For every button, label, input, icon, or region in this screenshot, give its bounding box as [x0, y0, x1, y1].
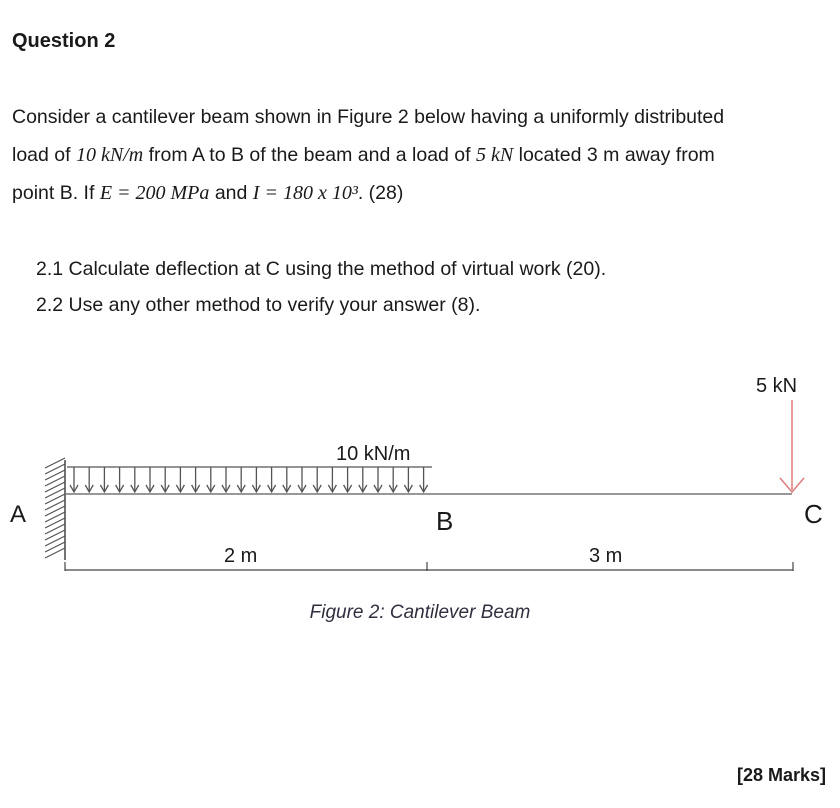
udl-arrow [176, 467, 184, 492]
point-load-arrow [780, 400, 804, 492]
udl-arrow [283, 467, 291, 492]
point-load-label: 5 kN [756, 375, 798, 397]
hatch-line [45, 476, 65, 486]
udl-label: 10 kN/m [336, 443, 411, 465]
point-c-label: C [804, 499, 823, 529]
hatch-line [45, 464, 65, 474]
udl-value: 10 kN/m [75, 144, 144, 166]
udl-arrow [116, 467, 124, 492]
question-line-1: Consider a cantilever beam shown in Figure 2 below having a uniformly distributed [12, 106, 725, 128]
udl-arrow [100, 467, 108, 492]
line3-text-2: and [209, 182, 253, 204]
hatch-line [45, 458, 65, 468]
udl-arrow [268, 467, 276, 492]
dimension-bc-label: 3 m [589, 545, 623, 567]
udl-arrow [70, 467, 78, 492]
hatch-line [45, 488, 65, 498]
udl-arrow [192, 467, 200, 492]
hatch-line [45, 518, 65, 528]
udl-arrow [146, 467, 154, 492]
sub-question-2-2: 2.2 Use any other method to verify your answer (8). [36, 294, 481, 316]
figure-caption: Figure 2: Cantilever Beam [309, 602, 531, 623]
hatch-line [45, 470, 65, 480]
line2-text-3: located 3 m away from [513, 144, 715, 166]
udl-arrow [85, 467, 93, 492]
line2-text-1: load of [12, 144, 76, 166]
total-marks: [28 Marks] [736, 765, 826, 785]
udl-arrow [131, 467, 139, 492]
point-a-label: A [10, 501, 27, 528]
dimension-line [65, 562, 793, 571]
udl-arrow [252, 467, 260, 492]
hatch-line [45, 506, 65, 516]
udl-arrow [359, 467, 367, 492]
modulus-value: E = 200 MPa [99, 182, 210, 204]
hatch-line [45, 542, 65, 552]
udl-arrow [298, 467, 306, 492]
hatch-line [45, 536, 65, 546]
sub-question-2-1: 2.1 Calculate deflection at C using the method of virtual work (20). [36, 258, 607, 280]
point-load-value: 5 kN [475, 144, 514, 166]
dimension-ab-label: 2 m [224, 545, 258, 567]
fixed-support [45, 458, 65, 560]
udl-arrow [313, 467, 321, 492]
udl-arrow [420, 467, 428, 492]
hatch-line [45, 530, 65, 540]
line3-text-3: . (28) [357, 182, 404, 204]
udl-arrow [389, 467, 397, 492]
hatch-line [45, 512, 65, 522]
hatch-line [45, 548, 65, 558]
udl-arrow [222, 467, 230, 492]
hatch-line [45, 500, 65, 510]
hatch-line [45, 524, 65, 534]
question-title: Question 2 [12, 30, 116, 52]
hatch-line [45, 494, 65, 504]
hatch-line [45, 482, 65, 492]
udl-arrow [207, 467, 215, 492]
line2-text-2: from A to B of the beam and a load of [143, 144, 476, 166]
udl-arrow [237, 467, 245, 492]
distributed-load [67, 467, 432, 492]
udl-arrow [161, 467, 169, 492]
point-b-label: B [436, 506, 454, 536]
udl-arrow [374, 467, 382, 492]
line3-text-1: point B. If [12, 182, 100, 204]
udl-arrow [404, 467, 412, 492]
udl-arrow [344, 467, 352, 492]
udl-arrow [328, 467, 336, 492]
inertia-value: I = 180 x 10³ [252, 182, 358, 204]
